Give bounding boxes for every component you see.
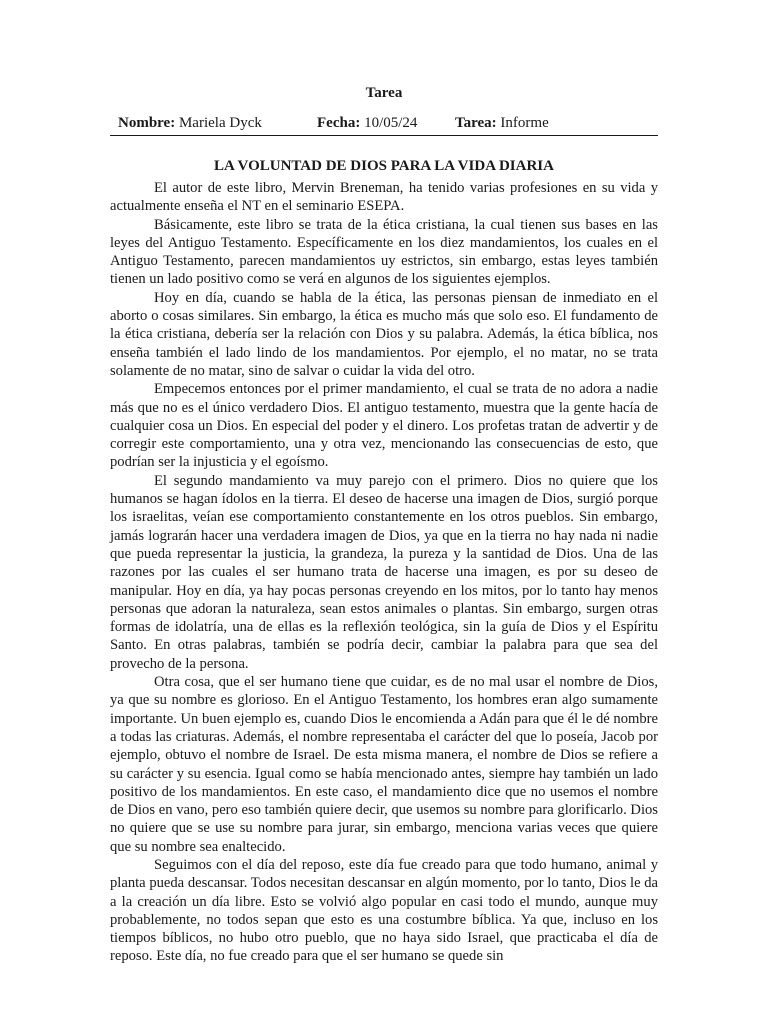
document-page	[110, 83, 658, 966]
fecha-label: Fecha:	[317, 115, 361, 131]
paragraph: El autor de este libro, Mervin Breneman, ha tenido varias profesiones en su vida y actualmente enseña el NT en el seminario ESEPA.	[110, 180, 658, 215]
nombre-field	[118, 113, 262, 133]
tarea-field	[455, 113, 549, 133]
paragraph: Hoy en día, cuando se habla de la ética, las personas piensan de inmediato en el aborto o cosas similares. Sin embargo, la ética es mucho más que solo eso. El fundamento de la ética cristiana, debería ser la relación con Dios y su palabra. Además, la ética bíblica, nos enseña también el lado lindo de los mandamientos. Por ejemplo, el no matar, no se trata solamente de no matar, sino de salvar o cuidar la vida del otro.	[110, 289, 658, 379]
essay-body	[110, 179, 658, 966]
tarea-value: Informe	[500, 115, 549, 131]
document-title: Tarea	[365, 85, 403, 101]
nombre-value: Mariela Dyck	[178, 115, 262, 131]
paragraph: El segundo mandamiento va muy parejo con el primero. Dios no quiere que los humanos se hagan ídolos en la tierra. El deseo de hacerse una imagen de Dios, surgió porque los israelitas, veían ese comportamiento constantemente en los otros pueblos. Sin embargo, jamás lograrán hacer una verdadera imagen de Dios, ya que en la tierra no hay nada ni nadie que pueda representar la justicia, la grandeza, la pureza y la santidad de Dios. Una de las razones por las cuales el ser humano trata de hacerse una imagen, es por su deseo de manipular. Hoy en día, ya hay pocas personas creyendo en los mitos, por lo tanto hay menos personas que adoran la naturaleza, sean estos animales o plantas. Sin embargo, surgen otras formas de idolatría, una de ellas es la reflexión teológica, sin la guía de Dios y el Espíritu Santo. En otras palabras, también se podría decir, cambiar la palabra para que sea del provecho de la persona.	[110, 472, 658, 672]
fecha-value: 10/05/24	[364, 115, 418, 131]
paragraph: Empecemos entonces por el primer mandamiento, el cual se trata de no adora a nadie más que no es el único verdadero Dios. El antiguo testamento, muestra que la gente hacía de cualquier cosa un Dios. En especial del poder y el dinero. Los profetas tratan de advertir y de corregir este comportamiento, una y otra vez, mencionando las consecuencias de esto, que podrían ser la injusticia y el egoísmo.	[110, 381, 658, 471]
paragraph: Otra cosa, que el ser humano tiene que cuidar, es de no mal usar el nombre de Dios, ya que su nombre es glorioso. En el Antiguo Testamento, los hombres eran algo sumamente importante. Un buen ejemplo es, cuando Dios le encomienda a Adán para que él le dé nombre a todas las criaturas. Además, el nombre representaba el carácter del que lo poseía, Jacob por ejemplo, obtuvo el nombre de Israel. De esta misma manera, el nombre de Dios se refiere a su carácter y su esencia. Igual como se había mencionado antes, siempre hay también un lado positivo de los mandamientos. En este caso, el mandamiento dice que no usemos el nombre de Dios en vano, pero eso también quiere decir, que usemos su nombre para glorificarlo. Dios no quiere que se use su nombre para jurar, sin embargo, menciona varias veces que quiere que su nombre sea enaltecido.	[110, 674, 658, 855]
fecha-field	[317, 113, 417, 133]
header-info-row	[110, 113, 658, 136]
paragraph: Seguimos con el día del reposo, este día fue creado para que todo humano, animal y planta pueda descansar. Todos necesitan descansar en algún momento, por lo tanto, Dios le da a la creación un día libre. Esto se volvió algo popular en casi todo el mundo, aunque muy probablemente, no todos sepan que esto es una costumbre bíblica. Ya que, incluso en los tiempos bíblicos, no hubo otro pueblo, que no haya sido Israel, que practicaba el día de reposo. Este día, no fue creado para que el ser humano se quede sin	[110, 856, 658, 965]
tarea-label: Tarea:	[455, 115, 497, 131]
nombre-label: Nombre:	[118, 115, 176, 131]
paragraph: Básicamente, este libro se trata de la ética cristiana, la cual tienen sus bases en las leyes del Antiguo Testamento. Específicamente en los diez mandamientos, los cuales en el Antiguo Testamento, parecen mandamientos uy estrictos, sin embargo, estas leyes también tienen un lado positivo como se verá en algunos de los siguientes ejemplos.	[110, 216, 658, 288]
essay-title: LA VOLUNTAD DE DIOS PARA LA VIDA DIARIA	[214, 158, 554, 174]
